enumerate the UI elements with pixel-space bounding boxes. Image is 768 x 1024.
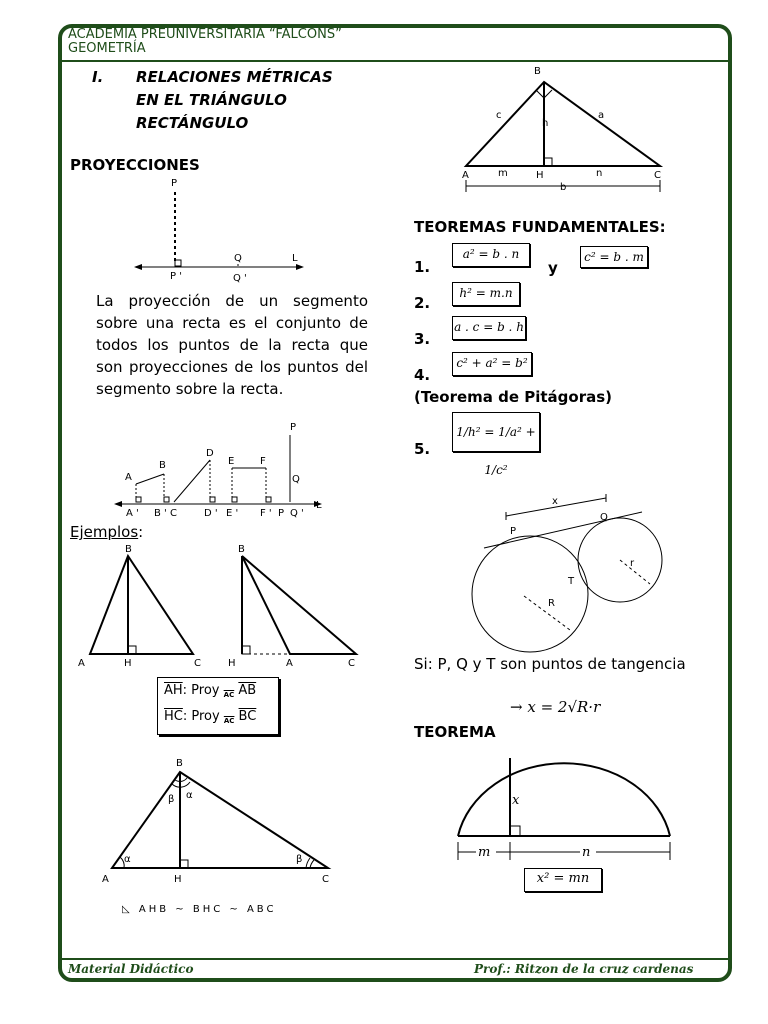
svg-text:H: H	[124, 658, 132, 669]
svg-text:L: L	[316, 500, 322, 511]
section-title-line1: RELACIONES MÉTRICAS	[136, 68, 333, 86]
footer-left: Material Didáctico	[68, 962, 194, 976]
svg-text:a: a	[598, 110, 605, 121]
teorema-title: TEOREMA	[414, 723, 496, 741]
svg-text:m: m	[498, 168, 508, 179]
proy-sub: AC	[223, 691, 235, 699]
svg-text:F: F	[260, 456, 266, 467]
svg-text:B: B	[534, 66, 541, 77]
segment-hc: $\overline{HC}$	[164, 709, 183, 724]
teoremas-title: TEOREMAS FUNDAMENTALES:	[414, 218, 666, 236]
svg-text:β: β	[296, 854, 303, 865]
svg-text:F ': F '	[260, 508, 272, 519]
svg-text:C: C	[322, 874, 329, 885]
theorem-3-formula: a . c = b . h	[452, 316, 526, 340]
svg-text:H: H	[536, 170, 544, 181]
projection-examples-diagram	[112, 420, 332, 520]
svg-text:C: C	[348, 658, 355, 669]
svg-text:n: n	[582, 845, 591, 860]
svg-text:C: C	[194, 658, 201, 669]
section-title-line2: EN EL TRIÁNGULO	[136, 91, 287, 109]
theorem-1-extra-formula: c² = b . m	[580, 246, 648, 268]
footer-right: Prof.: Ritzon de la cruz cardenas	[474, 962, 694, 976]
svg-text:α: α	[124, 854, 131, 865]
tangencia-text: Si: P, Q y T son puntos de tangencia	[414, 655, 686, 673]
svg-text:A: A	[102, 874, 109, 885]
footer-divider	[62, 958, 728, 960]
svg-text:A ': A '	[126, 508, 139, 519]
ejemplos-label	[70, 523, 143, 541]
svg-text:c: c	[496, 110, 502, 121]
theorem-1-conjunction: y	[548, 259, 558, 277]
tangencia-result: → x = 2√R·r	[510, 698, 601, 716]
svg-text:E ': E '	[226, 508, 239, 519]
svg-text:T: T	[568, 576, 575, 587]
triangle-icon: ◺	[122, 904, 133, 915]
theorem-1-formula: a² = b . n	[452, 243, 530, 267]
theorem-5-num: 5.	[414, 440, 431, 458]
header	[68, 28, 342, 56]
svg-text:E: E	[228, 456, 235, 467]
svg-text:P ': P '	[170, 271, 182, 282]
svg-text:Q ': Q '	[290, 508, 304, 519]
svg-text:α: α	[186, 790, 193, 801]
theorem-1-num: 1.	[414, 258, 431, 276]
section-title-line3: RECTÁNGULO	[136, 114, 249, 132]
section-numeral: I.	[92, 68, 104, 86]
header-divider	[62, 60, 728, 62]
svg-text:L: L	[292, 253, 298, 264]
svg-text:H: H	[228, 658, 236, 669]
svg-text:B: B	[238, 544, 245, 555]
ejemplos-text: Ejemplos	[70, 523, 139, 541]
theorem-2-num: 2.	[414, 294, 431, 312]
proy-sub: AC	[223, 717, 235, 725]
header-line2: GEOMETRÍA	[68, 41, 146, 56]
proyecciones-title: PROYECCIONES	[70, 156, 200, 174]
svg-text:P: P	[278, 508, 285, 519]
example-triangle-1	[78, 542, 208, 672]
svg-text:Q: Q	[292, 474, 300, 485]
proy-line-1	[164, 680, 272, 706]
section-title	[136, 66, 333, 135]
proyecciones-paragraph: La proyección de un segmento sobre una recta es el conjunto de todos los puntos de la recta que son proyecciones de los puntos del segmento sobre la recta.	[96, 292, 368, 398]
theorem-4-formula: c² + a² = b²	[452, 352, 532, 376]
svg-text:C: C	[654, 170, 661, 181]
similarity-relation: AHB ~ BHC ~ ABC	[138, 904, 277, 915]
svg-text:H: H	[174, 874, 182, 885]
svg-text:P: P	[171, 178, 178, 189]
similar-triangles-text	[122, 904, 276, 915]
angle-triangle-diagram	[100, 756, 340, 886]
proy-word: : Proy	[182, 709, 220, 724]
svg-text:β: β	[168, 794, 175, 805]
svg-text:x: x	[552, 496, 558, 507]
segment-ab: $\overline{AB}$	[238, 683, 257, 698]
svg-text:Q: Q	[600, 512, 608, 523]
svg-text:P: P	[510, 526, 517, 537]
pitagoras-label: (Teorema de Pitágoras)	[414, 388, 613, 406]
svg-text:Q ': Q '	[233, 273, 247, 284]
projection-diagram	[130, 172, 310, 282]
svg-text:A: A	[78, 658, 85, 669]
proy-word: : Proy	[182, 683, 220, 698]
theorem-5-formula: 1/h² = 1/a² + 1/c²	[452, 412, 540, 452]
svg-text:A: A	[462, 170, 469, 181]
svg-text:n: n	[596, 168, 603, 179]
theorem-2-formula: h² = m.n	[452, 282, 520, 306]
ejemplos-colon: :	[138, 523, 144, 541]
svg-text:C: C	[170, 508, 177, 519]
projection-definitions-box	[157, 677, 279, 735]
svg-text:A: A	[125, 472, 132, 483]
segment-ah: $\overline{AH}$	[164, 683, 183, 698]
theorem-4-num: 4.	[414, 366, 431, 384]
svg-text:r: r	[630, 558, 635, 569]
example-triangle-2	[228, 542, 368, 672]
svg-text:B: B	[159, 460, 166, 471]
proy-line-2	[164, 706, 272, 732]
svg-text:b: b	[560, 182, 567, 193]
svg-text:P: P	[290, 422, 297, 433]
svg-text:x: x	[512, 793, 520, 808]
tangent-circles-diagram	[470, 490, 690, 650]
svg-text:D: D	[206, 448, 214, 459]
semicircle-diagram	[450, 744, 676, 864]
teorema-formula: x² = mn	[524, 868, 602, 892]
svg-text:Q: Q	[234, 253, 242, 264]
svg-text:B ': B '	[154, 508, 167, 519]
svg-text:B: B	[125, 544, 132, 555]
theorem-3-num: 3.	[414, 330, 431, 348]
svg-text:D ': D '	[204, 508, 218, 519]
svg-text:R: R	[548, 598, 555, 609]
right-triangle-diagram	[458, 64, 672, 194]
svg-text:B: B	[176, 758, 183, 769]
svg-text:h: h	[542, 118, 549, 129]
svg-text:m: m	[478, 845, 491, 860]
segment-bc: $\overline{BC}$	[238, 709, 257, 724]
header-line1: ACADEMIA PREUNIVERSITARIA “FALCONS”	[68, 27, 342, 42]
svg-text:A: A	[286, 658, 293, 669]
